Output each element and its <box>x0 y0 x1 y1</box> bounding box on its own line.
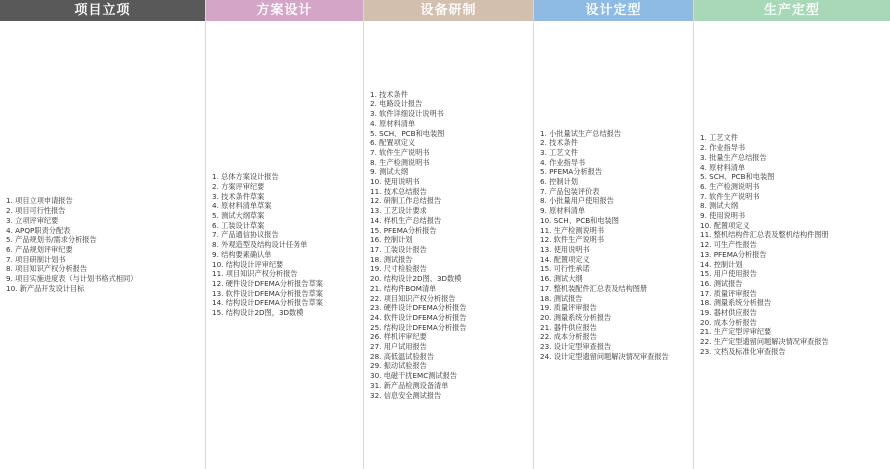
document-item: 2. 电路设计报告 <box>370 99 423 109</box>
document-item: 10. 新产品开发设计目标 <box>6 283 85 293</box>
document-item: 8. 外观造型及结构设计任务单 <box>212 240 308 250</box>
document-item: 16. 测试大纲 <box>540 274 583 284</box>
document-item: 12. 研制工作总结报告 <box>370 196 442 206</box>
phase-column-scheme-design <box>206 0 364 469</box>
document-item: 21. 生产定型评审纪要 <box>700 327 772 337</box>
document-item: 23. 设计定型审查报告 <box>540 342 612 352</box>
document-item: 23. 硬件设计DFEMA分析报告 <box>370 303 467 313</box>
document-item: 4. 原材料清单 <box>370 118 416 128</box>
document-item: 5. SCH、PCB和电装图 <box>700 172 775 182</box>
document-item: 20. 测量系统分析报告 <box>540 312 612 322</box>
document-item: 17. 整机装配件汇总表及结构图册 <box>540 283 648 293</box>
document-item: 9. 测试大纲 <box>370 167 408 177</box>
document-item: 12. 硬件设计DFEMA分析报告草案 <box>212 278 323 288</box>
document-item: 21. 器件供应报告 <box>540 322 597 332</box>
document-item: 15. 结构设计2D图，3D数模 <box>212 308 304 318</box>
document-list <box>370 90 529 401</box>
document-item: 17. 工装设计报告 <box>370 245 427 254</box>
document-item: 28. 高低温试验报告 <box>370 351 435 361</box>
document-item: 7. 产品通信协议报告 <box>212 230 279 240</box>
phase-column-project-initiation <box>0 0 206 469</box>
phase-header: 生产定型 <box>694 0 890 21</box>
document-item: 5. 测试大纲草案 <box>212 211 265 221</box>
document-list <box>212 172 359 318</box>
document-item: 1. 项目立项申请报告 <box>6 196 73 206</box>
document-item: 2. 方案评审纪要 <box>212 181 265 191</box>
document-item: 20. 成本分析报告 <box>700 317 757 327</box>
document-item: 22. 成本分析报告 <box>540 332 597 342</box>
document-item: 10. 配置项定义 <box>700 220 750 230</box>
document-item: 18. 测量系统分析报告 <box>700 298 772 308</box>
document-list <box>540 129 689 362</box>
phase-header: 设计定型 <box>534 0 693 21</box>
document-item: 11. 项目知识产权分析报告 <box>212 269 298 279</box>
document-item: 8. 小批量用户使用报告 <box>540 196 614 206</box>
document-item: 13. 工艺设计要求 <box>370 206 427 216</box>
document-item: 10. 结构设计评审纪要 <box>212 259 284 269</box>
document-item: 1. 技术条件 <box>370 89 408 99</box>
document-item: 7. 软件生产说明书 <box>700 191 760 201</box>
document-item: 11. 生产检测说明书 <box>540 225 605 235</box>
document-item: 7. 软件生产说明书 <box>370 147 430 157</box>
phase-column-design-finalization <box>534 0 694 469</box>
document-item: 9. 原材料清单 <box>540 206 586 216</box>
document-item: 4. 原材料清单草案 <box>212 201 272 211</box>
document-item: 2. 技术条件 <box>540 138 578 148</box>
document-item: 31. 新产品检测设备清单 <box>370 380 449 390</box>
document-item: 14. 控制计划 <box>700 259 743 269</box>
document-item: 1. 工艺文件 <box>700 133 738 143</box>
document-item: 7. 产品包装评价表 <box>540 186 600 196</box>
document-item: 9. 项目实施进度表（与计划书格式相同） <box>6 274 138 284</box>
document-item: 3. 立项评审纪要 <box>6 215 59 225</box>
document-item: 10. 使用说明书 <box>370 177 420 187</box>
document-item: 18. 测试报告 <box>370 254 413 264</box>
document-item: 27. 用户试用报告 <box>370 342 427 352</box>
document-item: 8. 生产检测说明书 <box>370 157 430 167</box>
document-list <box>6 196 201 293</box>
document-item: 14. 配置项定义 <box>540 254 590 264</box>
document-item: 6. 控制计划 <box>540 177 578 187</box>
document-item: 30. 电磁干扰EMC测试报告 <box>370 371 457 381</box>
document-item: 3. 批量生产总结报告 <box>700 152 767 162</box>
document-item: 12. 可生产性报告 <box>700 240 757 250</box>
document-item: 6. 生产检测说明书 <box>700 181 760 191</box>
document-item: 11. 整机结构件汇总表及整机结构件图册 <box>700 230 829 240</box>
document-item: 3. 技术条件草案 <box>212 191 265 201</box>
document-list <box>700 133 886 356</box>
document-item: 24. 软件设计DFEMA分析报告 <box>370 312 467 322</box>
document-item: 24. 设计定型遗留问题解决情况审查报告 <box>540 351 669 361</box>
document-item: 16. 控制计划 <box>370 235 413 245</box>
document-item: 13. 使用说明书 <box>540 245 590 254</box>
document-item: 9. 使用说明书 <box>700 211 746 221</box>
document-item: 8. 项目知识产权分析报告 <box>6 264 88 274</box>
document-item: 18. 测试报告 <box>540 293 583 303</box>
document-item: 2. 作业指导书 <box>700 143 746 153</box>
document-item: 16. 测试报告 <box>700 278 743 288</box>
phase-header: 项目立项 <box>0 0 205 21</box>
document-item: 22. 项目知识产权分析报告 <box>370 293 456 303</box>
document-item: 15. 用户使用报告 <box>700 269 757 279</box>
phase-header: 设备研制 <box>364 0 533 21</box>
document-item: 1. 总体方案设计报告 <box>212 172 279 182</box>
document-item: 2. 项目可行性报告 <box>6 206 66 216</box>
document-item: 6. 产品规划评审纪要 <box>6 245 73 254</box>
document-item: 25. 结构设计DFEMA分析报告 <box>370 322 467 332</box>
document-item: 1. 小批量试生产总结报告 <box>540 128 622 138</box>
document-item: 32. 信息安全测试报告 <box>370 390 442 400</box>
phase-header: 方案设计 <box>206 0 363 21</box>
document-item: 12. 软件生产说明书 <box>540 235 605 245</box>
document-item: 20. 结构设计2D图、3D数模 <box>370 274 462 284</box>
document-item: 9. 结构要素确认单 <box>212 249 272 259</box>
document-item: 17. 质量评审报告 <box>700 288 757 298</box>
document-item: 14. 结构设计DFEMA分析报告草案 <box>212 298 323 308</box>
document-item: 5. 产品规划书/需求分析报告 <box>6 235 97 245</box>
document-item: 3. 工艺文件 <box>540 147 578 157</box>
document-item: 3. 软件详细设计说明书 <box>370 109 444 119</box>
document-item: 11. 技术总结报告 <box>370 186 427 196</box>
document-item: 15. 可行性承诺 <box>540 264 590 274</box>
document-item: 7. 项目研制计划书 <box>6 254 66 264</box>
document-item: 5. SCH、PCB和电装图 <box>370 128 445 138</box>
document-item: 21. 结构件BOM清单 <box>370 283 437 293</box>
document-item: 6. 配置项定义 <box>370 138 416 148</box>
document-item: 13. PFEMA分析报告 <box>700 249 767 259</box>
document-item: 8. 测试大纲 <box>700 201 738 211</box>
document-item: 4. 原材料清单 <box>700 162 746 172</box>
document-item: 19. 器材供应报告 <box>700 308 757 318</box>
document-item: 15. PFEMA分析报告 <box>370 225 437 235</box>
document-item: 14. 样机生产总结报告 <box>370 215 442 225</box>
document-item: 4. APQP职责分配表 <box>6 225 71 235</box>
document-item: 6. 工装设计草案 <box>212 220 265 230</box>
phase-column-production-finalization <box>694 0 890 469</box>
document-item: 19. 尺寸检验报告 <box>370 264 427 274</box>
document-item: 26. 样机评审纪要 <box>370 332 427 342</box>
document-item: 4. 作业指导书 <box>540 157 586 167</box>
document-item: 19. 质量评审报告 <box>540 303 597 313</box>
document-item: 22. 生产定型遗留问题解决情况审查报告 <box>700 337 829 347</box>
document-item: 29. 振动试验报告 <box>370 361 427 371</box>
document-item: 5. PFEMA分析报告 <box>540 167 603 177</box>
document-item: 23. 文档及标准化审查报告 <box>700 346 786 356</box>
document-item: 13. 软件设计DFEMA分析报告草案 <box>212 288 323 298</box>
document-item: 10. SCH、PCB和电装图 <box>540 215 619 225</box>
phase-column-equipment-development <box>364 0 534 469</box>
